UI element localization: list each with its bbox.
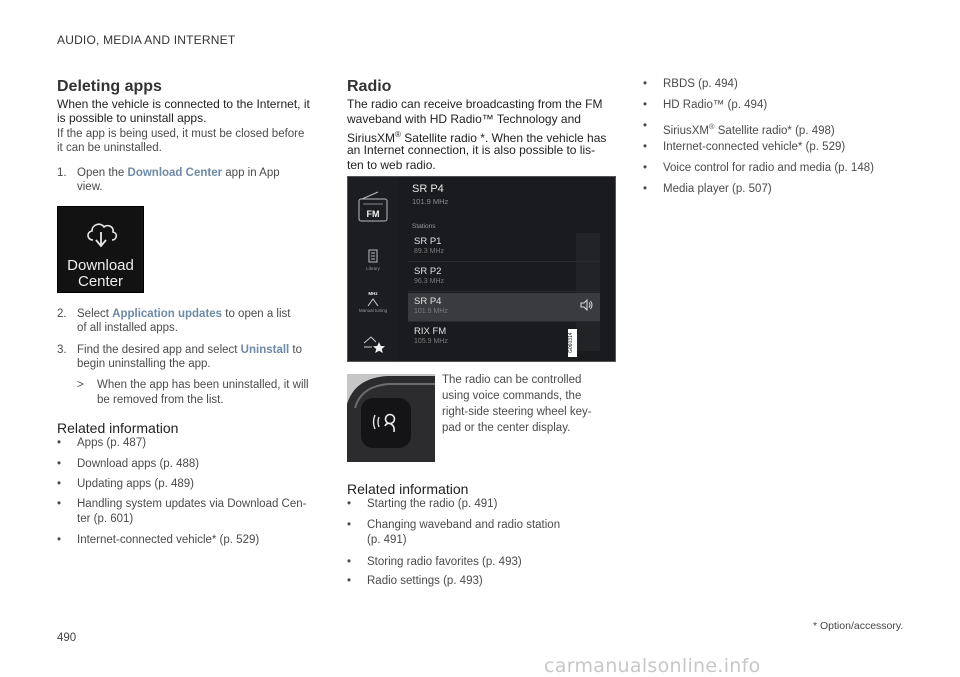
section-title-deleting-apps: Deleting apps xyxy=(57,78,162,95)
radio-screen-image xyxy=(347,176,616,362)
radio-body-line: SiriusXM® Satellite radio *. When the vehicle has xyxy=(347,130,607,145)
intro-line-1: When the vehicle is connected to the Internet, it xyxy=(57,97,310,111)
section-title-radio: Radio xyxy=(347,78,392,95)
tuning-icon xyxy=(367,297,379,307)
download-center-label: Download Center xyxy=(67,257,134,290)
left-related-title: Related information xyxy=(57,420,179,436)
favorite-star-icon xyxy=(362,335,386,353)
download-center-tile[interactable] xyxy=(57,206,144,293)
library-label: Library xyxy=(366,266,380,271)
application-updates-link[interactable]: Application updates xyxy=(112,308,223,320)
station-row: SR P1 89.3 MHz xyxy=(408,233,600,262)
download-center-link[interactable]: Download Center xyxy=(127,167,223,179)
radio-body-line: waveband with HD Radio™ Technology and xyxy=(347,112,581,126)
middle-related-title: Related information xyxy=(347,481,469,497)
steering-wheel-keypad-image xyxy=(347,374,435,462)
footnote-option-accessory: * Option/accessory. xyxy=(813,620,904,632)
mhz-label: MHz xyxy=(368,291,378,296)
radio-body-line: ten to web radio. xyxy=(347,158,436,172)
now-playing-frequency: 101.9 MHz xyxy=(412,197,449,206)
svg-text:FM: FM xyxy=(366,209,380,219)
cloud-download-icon xyxy=(84,220,118,248)
page-number: 490 xyxy=(57,632,77,644)
library-icon xyxy=(368,249,378,263)
radio-main-panel xyxy=(398,177,615,361)
stations-header: Stations xyxy=(412,223,436,230)
note-line-2: it can be uninstalled. xyxy=(57,142,162,154)
voice-text-line: pad or the center display. xyxy=(442,422,571,434)
radio-band-icon xyxy=(358,191,388,223)
note-line-1: If the app is being used, it must be closed before xyxy=(57,128,305,140)
station-row: RIX FM 105.9 MHz xyxy=(414,326,448,345)
voice-text-line: using voice commands, the xyxy=(442,390,582,402)
radio-side-menu xyxy=(348,177,398,361)
image-code: G060314 xyxy=(568,329,577,357)
radio-body-line: The radio can receive broadcasting from the FM xyxy=(347,97,603,111)
radio-body-line: an Internet connection, it is also possible to lis- xyxy=(347,143,596,157)
page-header-section: AUDIO, MEDIA AND INTERNET xyxy=(57,33,236,47)
speaker-icon xyxy=(580,299,594,311)
watermark: carmanualsonline.info xyxy=(544,655,761,677)
now-playing-station: SR P4 xyxy=(412,183,444,195)
station-row: SR P2 96.3 MHz xyxy=(408,263,600,292)
uninstall-link[interactable]: Uninstall xyxy=(240,344,290,356)
voice-text-line: The radio can be controlled xyxy=(442,374,582,386)
station-row-selected: SR P4 101.9 MHz xyxy=(408,293,600,322)
voice-text-line: right-side steering wheel key- xyxy=(442,406,592,418)
manual-tuning-label: Manual tuning xyxy=(358,308,388,313)
intro-line-2: is possible to uninstall apps. xyxy=(57,111,207,125)
